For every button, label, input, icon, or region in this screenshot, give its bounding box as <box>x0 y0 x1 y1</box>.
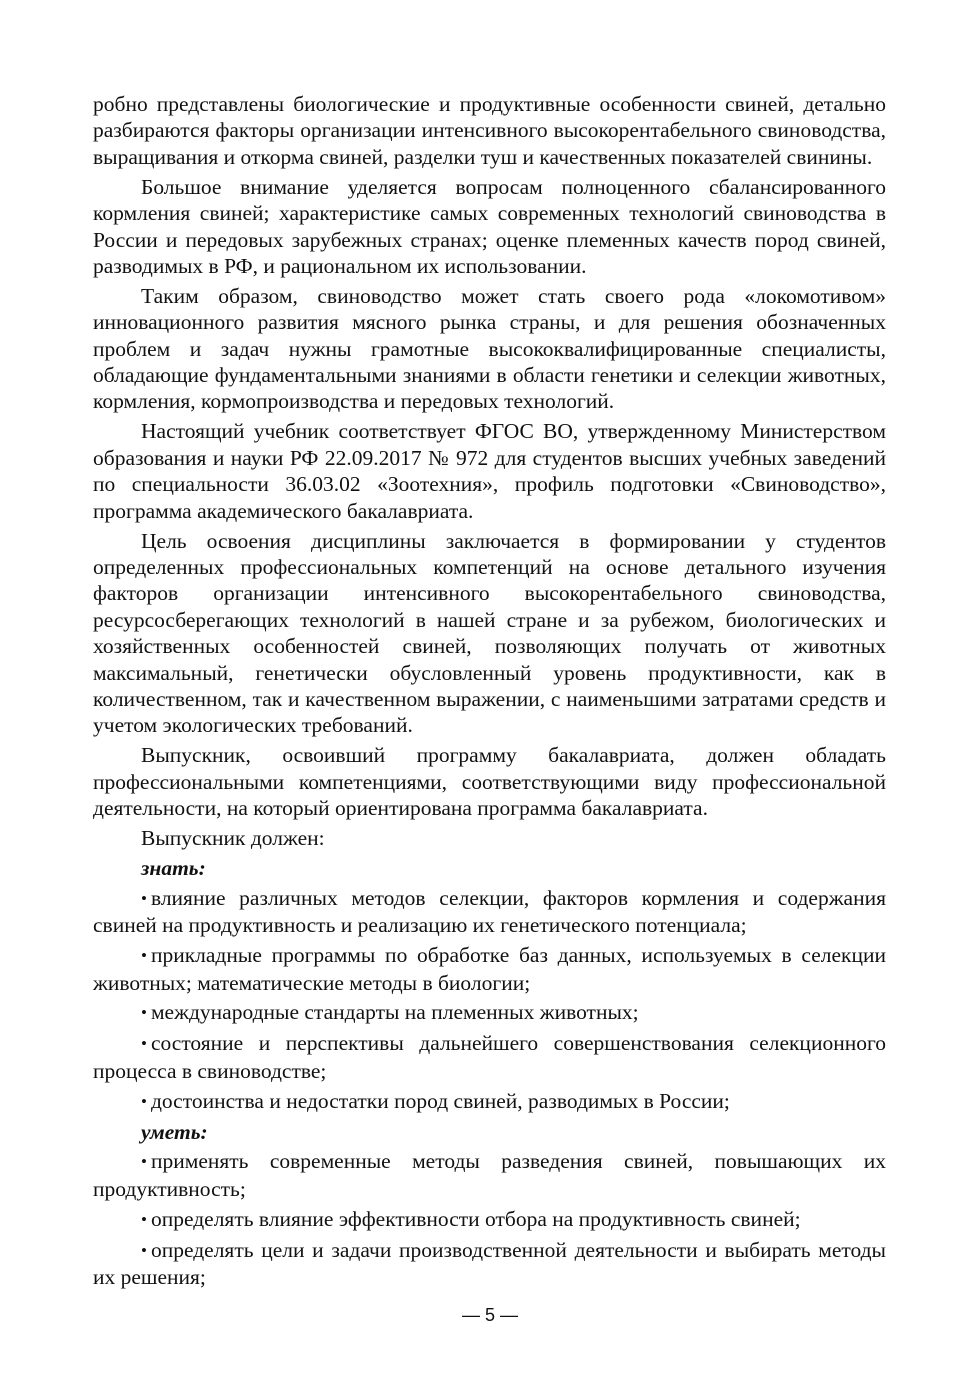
bullet-icon: • <box>141 888 147 908</box>
list-item-text: влияние различных методов селекции, факторов кормления и содержания свиней на продуктивность и реализацию их генетического потенциала; <box>93 885 886 938</box>
list-item <box>93 885 886 939</box>
list-item <box>93 1030 886 1084</box>
can-heading-label: уметь <box>141 1119 201 1144</box>
list-item <box>93 1148 886 1202</box>
paragraph-continuation: робно представлены биологические и продуктивные особенности свиней, детально разбираются факторы организации интенсивного высокорентабельного свиноводства, выращивания и откорма свиней, разделки туш и качественных показателей свинины. <box>93 92 886 169</box>
bullet-icon: • <box>141 1152 147 1172</box>
paragraph-feeding: Большое внимание уделяется вопросам полноценного сбалансированного кормления свиней; характеристике самых современных технологий свиноводства в России и передовых зарубежных странах; оценке племенных качеств пород свиней, разводимых в РФ, и рациональном их использовании. <box>93 174 886 278</box>
paragraph-graduate-must: Выпускник должен: <box>141 825 325 850</box>
know-heading-label: знать <box>141 855 199 880</box>
bullet-icon: • <box>141 1240 147 1260</box>
list-item-text: применять современные методы разведения свиней, повышающих их продуктивность; <box>93 1149 886 1201</box>
page-number: — 5 — <box>461 1305 518 1325</box>
list-item-text: определять влияние эффективности отбора на продуктивность свиней; <box>150 1206 801 1231</box>
paragraph-graduate: Выпускник, освоивший программу бакалавриата, должен обладать профессиональными компетенциями, соответствующими виду профессиональной деятельности, на который ориентирована программа бакалавриата. <box>93 743 886 821</box>
can-heading <box>93 1119 886 1145</box>
know-heading <box>93 855 886 881</box>
list-item <box>93 1206 886 1233</box>
know-heading-colon: : <box>198 855 206 880</box>
list-item-text: международные стандарты на племенных животных; <box>150 1000 639 1025</box>
paragraph-locomotive: Таким образом, свиноводство может стать своего рода «локомотивом» инновационного развития мясного рынка страны, и для решения обозначенных проблем и задач нужны грамотные высококвалифицированные специалисты, обладающие фундаментальными знаниями в области генетики и селекции животных, кормления, кормопроизводства и передовых технологий. <box>93 283 886 414</box>
bullet-icon: • <box>141 946 147 966</box>
can-heading-colon: : <box>200 1119 208 1144</box>
list-item-text: достоинства и недостатки пород свиней, разводимых в России; <box>150 1088 730 1113</box>
bullet-icon: • <box>141 1209 147 1229</box>
list-item <box>93 1088 886 1115</box>
list-item <box>93 999 886 1026</box>
paragraph-standard: Настоящий учебник соответствует ФГОС ВО, утвержденному Министерством образования и науки РФ 22.09.2017 № 972 для студентов высших учебных заведений по специальности 36.03.02 «Зоотехния», профиль подготовки «Свиноводство», программа академического бакалавриата. <box>93 419 886 523</box>
bullet-icon: • <box>141 1003 147 1023</box>
bullet-icon: • <box>141 1034 147 1054</box>
list-item-text: определять цели и задачи производственной деятельности и выбирать методы их решения; <box>93 1237 886 1290</box>
list-item-text: прикладные программы по обработке баз данных, используемых в селекции животных; математические методы в биологии; <box>93 943 886 995</box>
list-item <box>93 1237 886 1291</box>
list-item <box>93 942 886 996</box>
page-body <box>93 91 886 1290</box>
paragraph-goal: Цель освоения дисциплины заключается в формировании у студентов определенных профессиональных компетенций на основе детального изучения факторов организации интенсивного высокорентабельного свиноводства, ресурсосберегающих технологий в нашей стране и за рубежом, биологических и хозяйственных особенностей свиней, позволяющих получать от животных максимальный, генетически обусловленный уровень продуктивности, как в количественном, так и качественном выражении, с наименьшими затратами средств и учетом экологических требований. <box>93 528 886 738</box>
bullet-icon: • <box>141 1091 147 1111</box>
list-item-text: состояние и перспективы дальнейшего совершенствования селекционного процесса в свиноводстве; <box>93 1031 886 1083</box>
